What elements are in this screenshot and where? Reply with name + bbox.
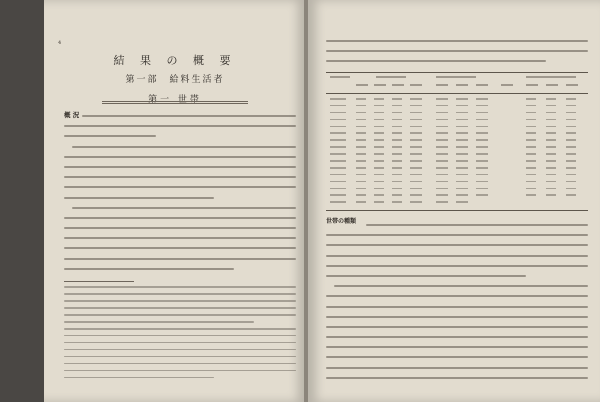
book-title: 結 果 の 概 要 xyxy=(113,54,237,67)
part-title: 第一部 給料生活者 xyxy=(125,75,225,85)
section-heading: 世帯の種類 xyxy=(326,218,357,225)
footnotes xyxy=(64,286,296,384)
table-header xyxy=(326,72,588,94)
data-table xyxy=(326,96,588,206)
title-rule xyxy=(102,101,248,102)
footnote-rule xyxy=(64,281,134,282)
section-text xyxy=(326,224,588,387)
page-number: 4 xyxy=(58,40,62,46)
title-rule-double xyxy=(102,103,248,104)
table-bottom-rule xyxy=(326,210,588,211)
paragraph-heading: 概 況 xyxy=(64,111,80,119)
right-page xyxy=(308,0,600,402)
left-page xyxy=(44,0,306,402)
chapter-title: 第一 世帯 xyxy=(148,95,202,105)
body-text xyxy=(64,115,296,278)
intro-text xyxy=(326,40,588,71)
